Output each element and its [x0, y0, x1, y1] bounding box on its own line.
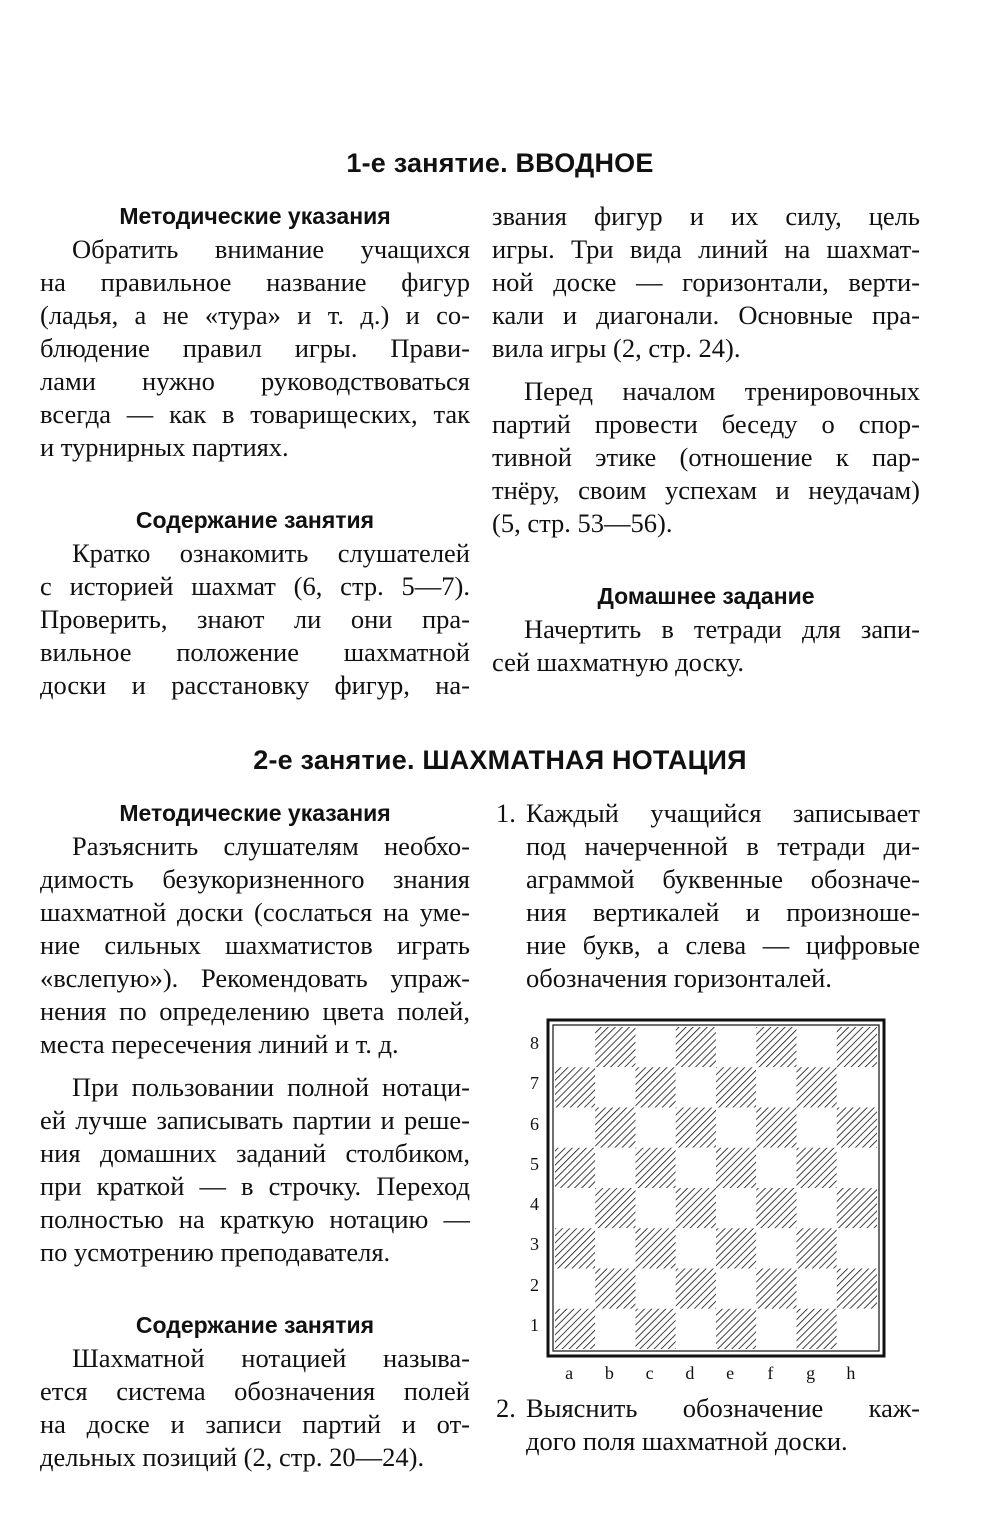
- dark-square: [756, 1269, 796, 1309]
- text-line: при краткой — в строчку. Переход: [40, 1171, 470, 1201]
- rank-label: 7: [530, 1073, 539, 1094]
- light-square: [716, 1108, 756, 1148]
- light-square: [756, 1309, 796, 1349]
- text-line: блюдение правил игры. Прави-: [40, 333, 470, 363]
- light-square: [555, 1188, 595, 1228]
- dark-square: [716, 1228, 756, 1268]
- lesson1-homework-text: [492, 613, 920, 679]
- dark-square: [676, 1188, 716, 1228]
- text-line: с историей шахмат (6, стр. 5—7).: [40, 571, 470, 601]
- light-square: [676, 1309, 716, 1349]
- lesson2-title: 2-е занятие. ШАХМАТНАЯ НОТАЦИЯ: [253, 745, 747, 775]
- text-line: на доске и записи партий и от-: [40, 1409, 470, 1439]
- light-square: [555, 1027, 595, 1067]
- text-line: димость безукоризненного знания: [40, 864, 470, 894]
- dark-square: [756, 1188, 796, 1228]
- text-line: (ладья, а не «тура» и т. д.) и со-: [40, 300, 470, 330]
- lesson2-method-heading: Методические указания: [119, 800, 391, 826]
- light-square: [797, 1269, 837, 1309]
- text-line: нения по определению цвета полей,: [40, 996, 470, 1026]
- light-square: [756, 1067, 796, 1107]
- light-square: [595, 1309, 635, 1349]
- text-line: ной доске — горизонтали, верти-: [492, 267, 920, 297]
- text-line: и турнирных партиях.: [40, 432, 289, 462]
- rank-label: 4: [530, 1194, 539, 1215]
- light-square: [676, 1228, 716, 1268]
- text-line: вильное положение шахматной: [40, 637, 470, 667]
- file-label: a: [565, 1363, 574, 1383]
- text-line: партий провести беседу о спор-: [492, 409, 920, 439]
- file-label: f: [767, 1363, 774, 1383]
- light-square: [756, 1148, 796, 1188]
- light-square: [756, 1228, 796, 1268]
- item-number: 2.: [496, 1393, 516, 1423]
- text-line: (5, стр. 53—56).: [492, 508, 673, 538]
- text-line: тивной этике (отношение к пар-: [492, 442, 920, 472]
- text-line: тнёру, своим успехам и неудачам): [492, 475, 920, 505]
- lesson2-content-heading: Содержание занятия: [135, 1312, 375, 1338]
- numbered-item-1: [496, 797, 920, 995]
- light-square: [636, 1188, 676, 1228]
- text-line: шахматной доски (сослаться на уме-: [40, 897, 470, 927]
- light-square: [716, 1188, 756, 1228]
- light-square: [595, 1148, 635, 1188]
- dark-square: [676, 1027, 716, 1067]
- text-line: всегда — как в товарищеских, так: [40, 399, 470, 429]
- text-line: Перед началом тренировочных: [524, 376, 920, 406]
- lesson1-method-text: [40, 233, 470, 464]
- lesson1-content-text: [40, 537, 470, 702]
- rank-label: 1: [530, 1314, 539, 1335]
- text-line: под начерченной в тетради ди-: [526, 831, 920, 861]
- dark-square: [716, 1148, 756, 1188]
- light-square: [716, 1269, 756, 1309]
- dark-square: [595, 1027, 635, 1067]
- text-line: Проверить, знают ли они пра-: [40, 604, 470, 634]
- dark-square: [555, 1067, 595, 1107]
- dark-square: [636, 1067, 676, 1107]
- text-line: ние сильных шахматистов играть: [40, 930, 470, 960]
- dark-square: [636, 1309, 676, 1349]
- file-label: g: [806, 1363, 816, 1383]
- chess-board: [546, 1018, 886, 1358]
- text-line: дого поля шахматной доски.: [526, 1426, 848, 1456]
- dark-square: [595, 1108, 635, 1148]
- dark-square: [636, 1228, 676, 1268]
- light-square: [797, 1188, 837, 1228]
- light-square: [555, 1269, 595, 1309]
- text-line: «вслепую»). Рекомендовать упраж-: [40, 963, 470, 993]
- lesson2-left-column: [40, 797, 470, 1474]
- text-line: Начертить в тетради для запи-: [524, 614, 920, 644]
- lesson1-homework-heading: Домашнее задание: [597, 583, 815, 609]
- text-line: лами нужно руководствоваться: [40, 366, 470, 396]
- lesson2-method-para2: [40, 1071, 470, 1269]
- light-square: [676, 1148, 716, 1188]
- light-square: [837, 1228, 877, 1268]
- text-line: сей шахматную доску.: [492, 647, 745, 677]
- light-square: [797, 1108, 837, 1148]
- numbered-item-2: [496, 1392, 920, 1458]
- text-line: Обратить внимание учащихся: [72, 234, 470, 264]
- light-square: [595, 1228, 635, 1268]
- dark-square: [555, 1228, 595, 1268]
- text-line: доски и расстановку фигур, на-: [40, 670, 470, 700]
- light-square: [797, 1027, 837, 1067]
- dark-square: [837, 1188, 877, 1228]
- light-square: [636, 1108, 676, 1148]
- lesson1-content-continued: [492, 200, 920, 365]
- light-square: [676, 1067, 716, 1107]
- file-label: d: [685, 1363, 695, 1383]
- dark-square: [797, 1148, 837, 1188]
- text-line: игры. Три вида линий на шахмат-: [492, 234, 920, 264]
- chess-board-diagram: [530, 1014, 890, 1383]
- file-label: h: [846, 1363, 856, 1383]
- dark-square: [676, 1269, 716, 1309]
- item-number: 1.: [496, 798, 516, 828]
- text-line: дельных позиций (2, стр. 20—24).: [40, 1442, 425, 1472]
- dark-square: [837, 1269, 877, 1309]
- file-label: b: [604, 1363, 614, 1383]
- dark-square: [555, 1148, 595, 1188]
- dark-square: [756, 1108, 796, 1148]
- light-square: [837, 1067, 877, 1107]
- text-line: Каждый учащийся записывает: [526, 798, 920, 828]
- dark-square: [797, 1309, 837, 1349]
- lesson2-content-text: [40, 1342, 470, 1474]
- dark-square: [595, 1269, 635, 1309]
- light-square: [716, 1027, 756, 1067]
- lesson1-title: 1-е занятие. ВВОДНОЕ: [346, 148, 654, 178]
- rank-label: 3: [530, 1234, 539, 1255]
- text-line: звания фигур и их силу, цель: [492, 201, 920, 231]
- dark-square: [797, 1228, 837, 1268]
- lesson2-method-para1: [40, 830, 470, 1061]
- text-line: Кратко ознакомить слушателей: [72, 538, 470, 568]
- text-line: ния домашних заданий столбиком,: [40, 1138, 470, 1168]
- rank-label: 8: [530, 1033, 539, 1054]
- text-line: ется система обозначения полей: [40, 1376, 470, 1406]
- text-line: Шахматной нотацией называ-: [72, 1343, 470, 1373]
- dark-square: [797, 1067, 837, 1107]
- file-label: e: [726, 1363, 735, 1383]
- light-square: [636, 1027, 676, 1067]
- text-line: При пользовании полной нотаци-: [72, 1072, 470, 1102]
- dark-square: [595, 1188, 635, 1228]
- text-line: Выяснить обозначение каж-: [526, 1393, 920, 1423]
- light-square: [837, 1309, 877, 1349]
- lesson1-content-heading: Содержание занятия: [135, 507, 375, 533]
- rank-label: 6: [530, 1113, 539, 1134]
- dark-square: [756, 1027, 796, 1067]
- text-line: полностью на краткую нотацию —: [40, 1204, 470, 1234]
- text-line: ей лучше записывать партии и реше-: [40, 1105, 470, 1135]
- dark-square: [676, 1108, 716, 1148]
- lesson1-left-column: [40, 200, 470, 702]
- text-line: аграммой буквенные обозначе-: [526, 864, 920, 894]
- dark-square: [837, 1027, 877, 1067]
- text-line: по усмотрению преподавателя.: [40, 1237, 391, 1267]
- text-line: места пересечения линий и т. д.: [40, 1029, 399, 1059]
- lesson1-content-para2: [492, 375, 920, 540]
- light-square: [555, 1108, 595, 1148]
- light-square: [636, 1269, 676, 1309]
- text-line: Разъяснить слушателям необхо-: [72, 831, 470, 861]
- dark-square: [555, 1309, 595, 1349]
- light-square: [837, 1148, 877, 1188]
- dark-square: [716, 1309, 756, 1349]
- text-line: вила игры (2, стр. 24).: [492, 333, 741, 363]
- rank-label: 5: [530, 1153, 539, 1174]
- lesson2-right-column: [496, 797, 920, 995]
- file-label: c: [645, 1363, 654, 1383]
- dark-square: [636, 1148, 676, 1188]
- text-line: ние букв, а слева — цифровые: [526, 930, 920, 960]
- lesson1-method-heading: Методические указания: [119, 203, 391, 229]
- lesson1-right-column: [492, 200, 920, 679]
- text-line: кали и диагонали. Основные пра-: [492, 300, 920, 330]
- dark-square: [716, 1067, 756, 1107]
- light-square: [595, 1067, 635, 1107]
- rank-label: 2: [530, 1274, 539, 1295]
- text-line: ния вертикалей и произноше-: [526, 897, 920, 927]
- dark-square: [837, 1108, 877, 1148]
- text-line: обозначения горизонталей.: [526, 963, 832, 993]
- text-line: на правильное название фигур: [40, 267, 470, 297]
